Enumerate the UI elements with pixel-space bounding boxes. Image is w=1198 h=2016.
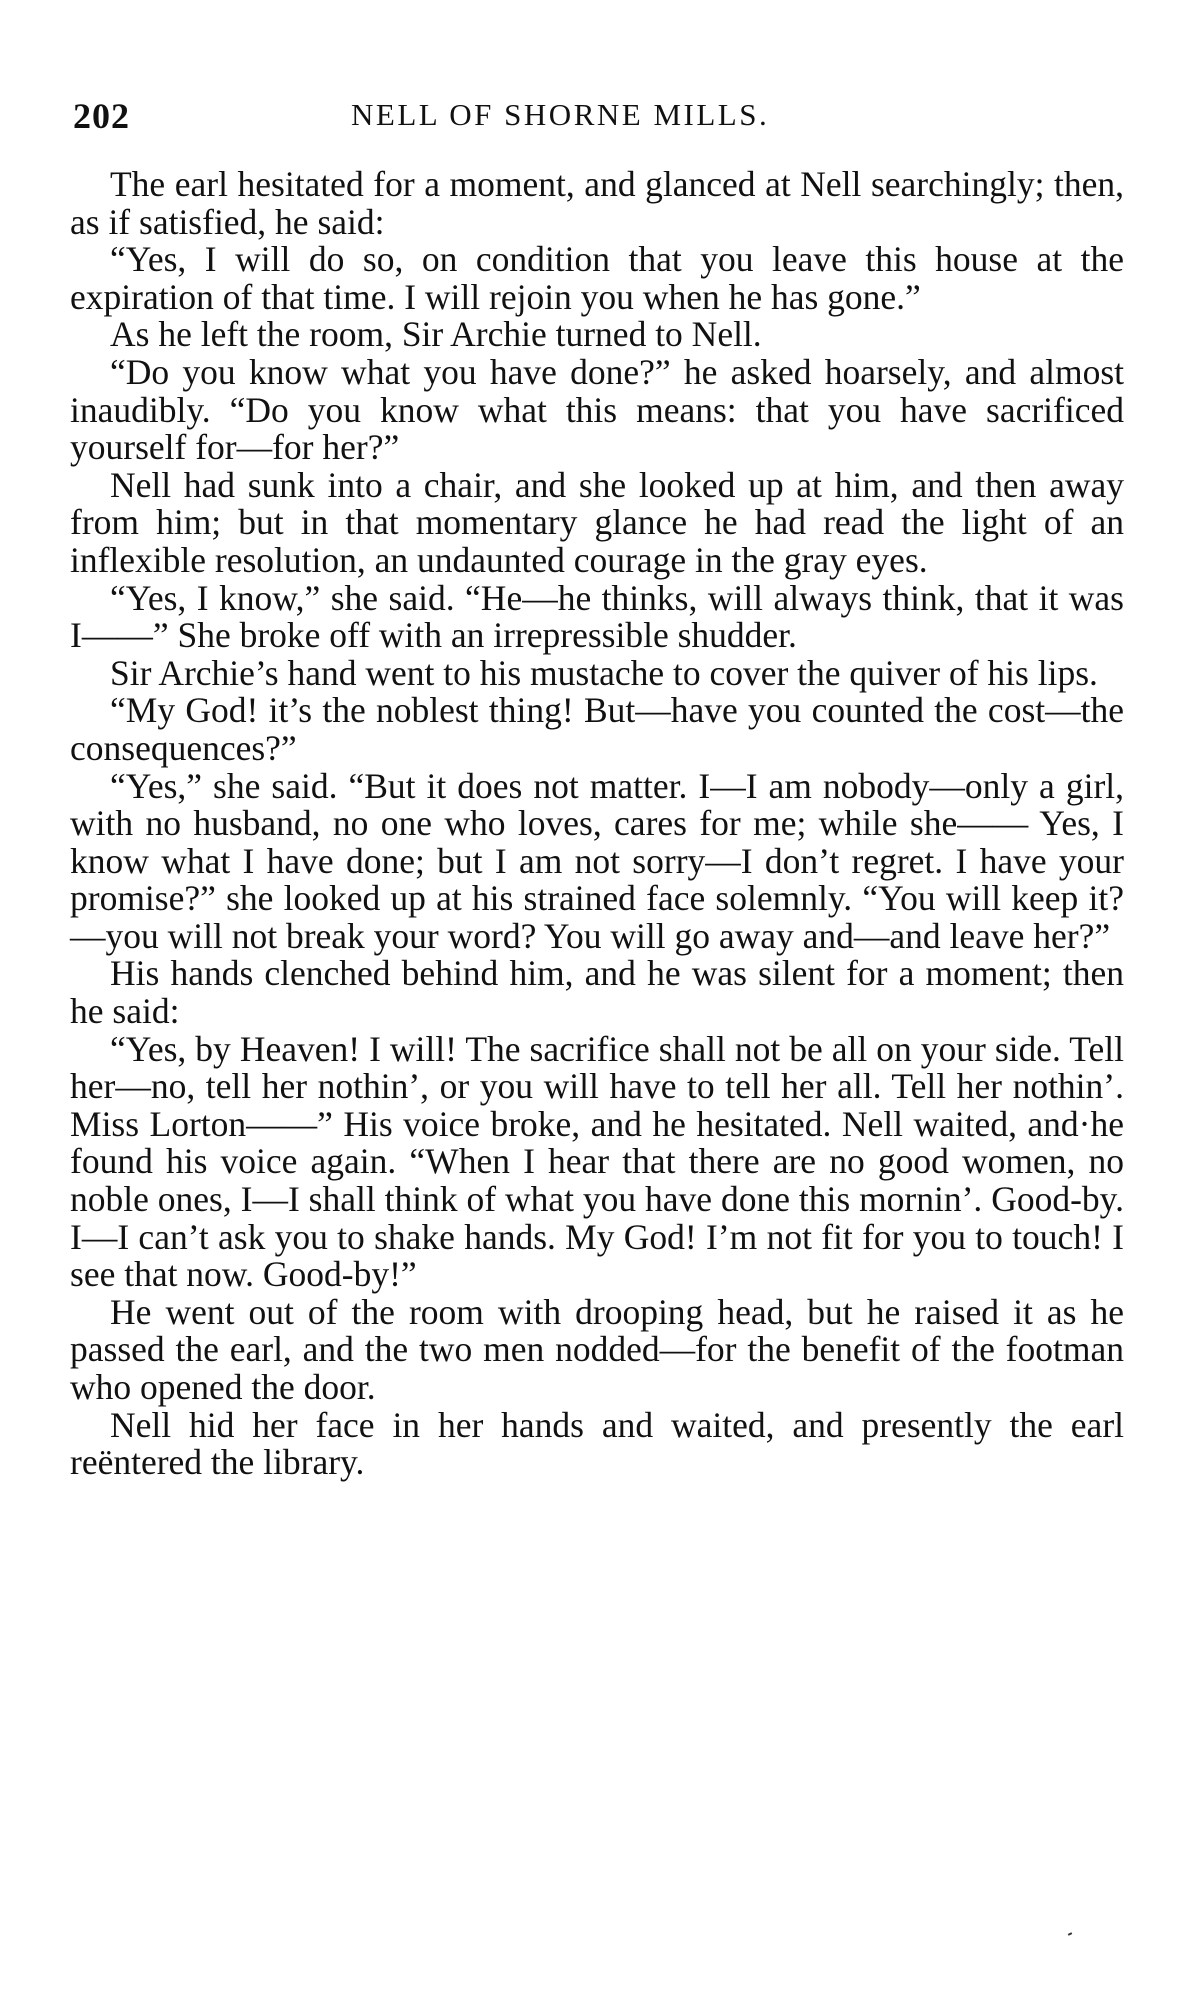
paragraph: Nell hid her face in her hands and waited, and presently the earl reëntered the library. [70,1404,1124,1483]
paragraph: “My God! it’s the noblest thing! But—have you counted the cost—the consequences?” [70,690,1124,768]
ink-speck [1068,1932,1072,1936]
book-title: NELL OF SHORNE MILLS. [351,97,770,132]
paragraph: “Yes, I will do so, on condition that you leave this house at the expiration of that time. I will rejoin you when he has gone.” [70,239,1124,317]
running-head [73,95,1125,145]
paragraph: He went out of the room with drooping head, but he raised it as he passed the earl, and the two men nodded—for the benefit of the footman who opened the door. [70,1291,1124,1407]
page-number: 202 [73,96,130,136]
paragraph: “Yes, by Heaven! I will! The sacrifice shall not be all on your side. Tell her—no, tell her nothin’, or you will have to tell her all. Tell her nothin’. Miss Lorton——” His voice broke, and he hesitated. Nell waited, and·he found his voice again. “When I hear that there are no good women, no noble ones, I—I shall think of what you have done this mornin’. Good-by. I—I can’t ask you to shake hands. My God! I’m not fit for you to touch! I see that now. Good-by!” [70,1028,1124,1295]
paragraph: Nell had sunk into a chair, and she looked up at him, and then away from him; but in that momentary glance he had read the light of an inflexible resolution, an undaunted courage in the gray eyes. [70,464,1124,580]
paragraph: The earl hesitated for a moment, and glanced at Nell searchingly; then, as if satisfied, he said: [70,164,1124,242]
paragraph: Sir Archie’s hand went to his mustache to cover the quiver of his lips. [110,652,1098,693]
paragraph: His hands clenched behind him, and he was silent for a moment; then he said: [70,953,1124,1032]
body-text [70,166,1124,1482]
paragraph: “Yes, I know,” she said. “He—he thinks, will always think, that it was I——” She broke off with an irrepressible shudder. [70,577,1124,656]
paragraph: “Do you know what you have done?” he asked hoarsely, and almost inaudibly. “Do you know what this means: that you have sacrificed yourself for—for her?” [70,351,1124,468]
paragraph: “Yes,” she said. “But it does not matter. I—I am nobody—only a girl, with no husband, no one who loves, cares for me; while she—— Yes, I know what I have done; but I am not sorry—I don’t regret. I have your promise?” she looked up at his strained face solemnly. “You will keep it?—you will not break your word? You will go away and—and leave her?” [70,765,1124,956]
paragraph: As he left the room, Sir Archie turned to Nell. [110,314,762,355]
